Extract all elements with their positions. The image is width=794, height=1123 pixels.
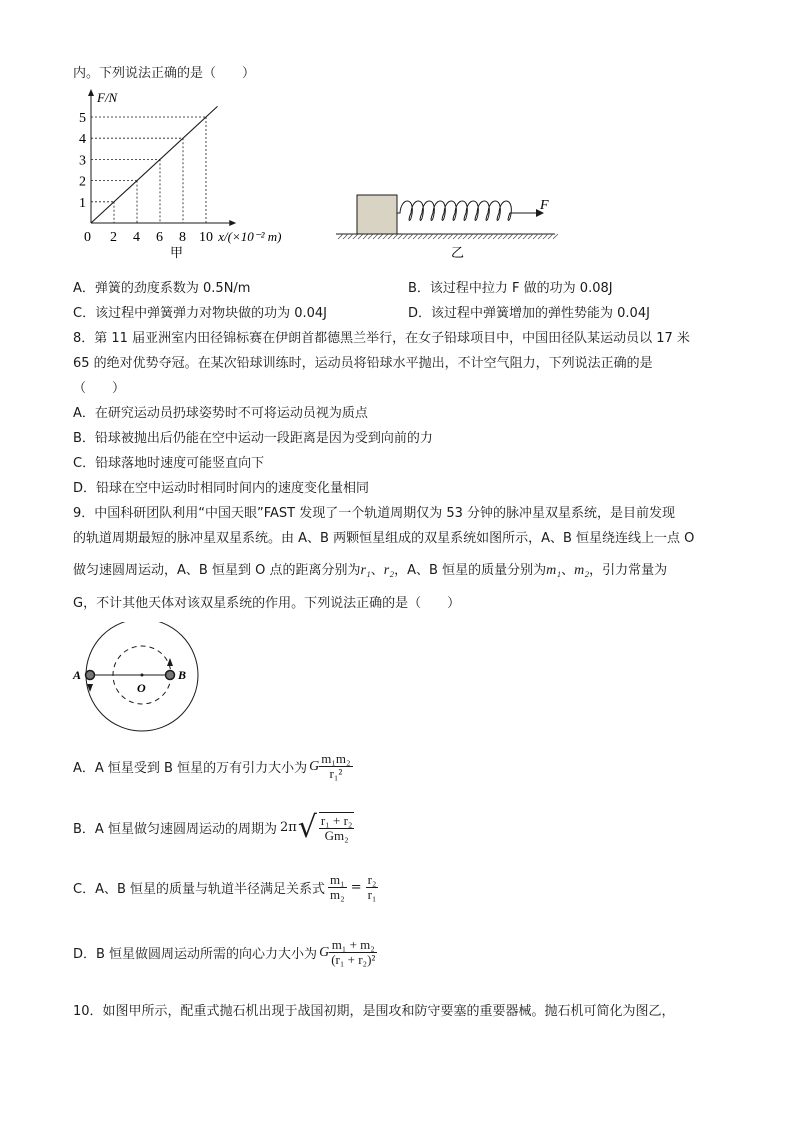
- hatch-line: [413, 234, 418, 239]
- hatch-line: [473, 234, 478, 239]
- q9-stem-line3-a: 做匀速圆周运动，A、B 恒星到 O 点的距离分别为: [73, 563, 361, 578]
- fraction-denominator: m₂: [330, 887, 345, 903]
- hatch-line: [343, 234, 348, 239]
- gravitational-constant: G: [309, 758, 320, 774]
- fraction-denominator: r₁: [367, 887, 377, 903]
- hatch-line: [478, 234, 483, 239]
- hatch-line: [358, 234, 363, 239]
- hatch-line: [533, 234, 538, 239]
- hatch-line: [463, 234, 468, 239]
- q9-option-a: [73, 752, 353, 782]
- label-a: A: [73, 668, 82, 682]
- hatch-line: [388, 234, 393, 239]
- hatch-line: [523, 234, 528, 239]
- hatch-line: [553, 234, 558, 239]
- hatch-line: [383, 234, 388, 239]
- y-axis-arrow: [88, 89, 94, 96]
- r1-symbol: r₁: [360, 563, 371, 578]
- q9-option-c-left-fraction: [328, 873, 347, 903]
- hatch-line: [348, 234, 353, 239]
- hatch-line: [423, 234, 428, 239]
- hatch-line: [458, 234, 463, 239]
- y-tick-label: 3: [79, 153, 86, 169]
- star-a: [86, 671, 95, 680]
- label-b: B: [178, 668, 187, 682]
- fraction-numerator: m₁ + m₂: [329, 938, 377, 953]
- y-axis-label: F/N: [97, 90, 118, 106]
- hatch-line: [378, 234, 383, 239]
- hatch-line: [518, 234, 523, 239]
- q7-option-c: C．该过程中弹簧弹力对物块做的功为 0.04J: [73, 306, 327, 321]
- q9-stem-line3: 做匀速圆周运动，A、B 恒星到 O 点的距离分别为r₁、r₂，A、B 恒星的质量分别为m₁、m₂，引力常量为: [73, 563, 668, 578]
- q9-option-a-text: A．A 恒星受到 B 恒星的万有引力大小为: [73, 761, 308, 777]
- hatch-line: [453, 234, 458, 239]
- q9-option-c-right-fraction: [366, 873, 379, 903]
- q9-option-a-fraction: [319, 752, 352, 782]
- hatch-line: [543, 234, 548, 239]
- q9-option-c: [73, 873, 378, 903]
- y-tick-label: 4: [79, 132, 86, 148]
- x-tick-label: 6: [156, 230, 163, 245]
- star-b-direction-arrow: [167, 658, 173, 666]
- hatch-line: [548, 234, 553, 239]
- q9-stem-line3-b: ，A、B 恒星的质量分别为: [394, 563, 547, 578]
- hatch-line: [493, 234, 498, 239]
- q7-force-displacement-graph: [70, 85, 310, 265]
- q8-stem-line1: 8．第 11 届亚洲室内田径锦标赛在伊朗首都德黑兰举行，在女子铅球项目中，中国田径队某运动员以 17 米: [73, 331, 690, 346]
- hatch-line: [433, 234, 438, 239]
- hatch-line: [538, 234, 543, 239]
- sqrt-radicand: [319, 812, 355, 844]
- q9-option-d: [73, 938, 377, 968]
- x-axis-label: x/(×10⁻² m): [218, 229, 282, 244]
- graph-caption: 甲: [170, 246, 184, 261]
- x-tick-label: 0: [84, 230, 91, 245]
- q9-stem-line2: 的轨道周期最短的脉冲星双星系统。由 A、B 两颗恒星组成的双星系统如图所示，A、B 恒星绕连线上一点 O: [73, 531, 695, 546]
- q9-option-d-text: D．B 恒星做圆周运动所需的向心力大小为: [73, 947, 318, 963]
- label-o: O: [137, 681, 146, 695]
- x-tick-label: 2: [110, 230, 117, 245]
- sqrt-sign: √: [297, 809, 317, 845]
- hatch-line: [508, 234, 513, 239]
- x-tick-label: 10: [199, 230, 213, 245]
- fraction-numerator: r₁ + r₂: [320, 813, 353, 828]
- ground-hatching: [338, 234, 558, 239]
- fraction-denominator: (r₁ + r₂)²: [331, 952, 376, 968]
- hatch-line: [503, 234, 508, 239]
- hatch-line: [408, 234, 413, 239]
- x-tick-label: 4: [133, 230, 140, 245]
- fraction-numerator: r₂: [367, 872, 377, 887]
- spring: [397, 201, 513, 221]
- q9-stem-line4: G，不计其他天体对该双星系统的作用。下列说法正确的是（ ）: [73, 596, 461, 611]
- x-tick-label: 8: [179, 230, 186, 245]
- q7-option-a: A．弹簧的劲度系数为 0.5N/m: [73, 281, 251, 296]
- q9-option-d-fraction: [329, 938, 377, 968]
- y-tick-label: 2: [79, 174, 86, 190]
- q9-stem-line1: 9．中国科研团队利用“中国天眼”FAST 发现了一个轨道周期仅为 53 分钟的脉冲星双星系统，是目前发现: [73, 506, 676, 521]
- hatch-line: [443, 234, 448, 239]
- r2-symbol: r₂: [383, 563, 395, 578]
- q9-option-b-text: B．A 恒星做匀速圆周运动的周期为: [73, 822, 277, 838]
- q9-option-c-text: C．A、B 恒星的质量与轨道半径满足关系式: [73, 882, 326, 898]
- fraction-numerator: m₁m₂: [321, 751, 351, 766]
- q7-stem-tail: 内。下列说法正确的是（ ）: [73, 66, 256, 81]
- y-tick-label: 1: [79, 195, 86, 211]
- hatch-line: [468, 234, 473, 239]
- fraction-denominator: r₁²: [329, 766, 343, 782]
- hatch-line: [373, 234, 378, 239]
- hatch-line: [418, 234, 423, 239]
- spring-coil-path: [397, 201, 513, 221]
- hatch-line: [488, 234, 493, 239]
- hatch-line: [438, 234, 443, 239]
- hatch-line: [368, 234, 373, 239]
- hatch-line: [353, 234, 358, 239]
- hatch-line: [498, 234, 503, 239]
- m1-symbol: m₁: [546, 563, 562, 578]
- center-o: [141, 674, 144, 677]
- q9-option-b: [73, 809, 354, 845]
- q7-option-b: B．该过程中拉力 F 做的功为 0.08J: [408, 281, 613, 296]
- q7-option-d: D．该过程中弹簧增加的弹性势能为 0.04J: [408, 306, 650, 321]
- fraction-numerator: m₁: [330, 872, 345, 887]
- q8-stem-line3: （ ）: [73, 381, 126, 396]
- q9-option-b-fraction: [319, 814, 355, 844]
- x-axis-arrow: [229, 220, 236, 226]
- hatch-line: [428, 234, 433, 239]
- hatch-line: [398, 234, 403, 239]
- equals-sign: =: [350, 880, 362, 896]
- spring-caption: 乙: [451, 246, 465, 261]
- hatch-line: [393, 234, 398, 239]
- hatch-line: [483, 234, 488, 239]
- q8-stem-line2: 65 的绝对优势夺冠。在某次铅球训练时，运动员将铅球水平抛出，不计空气阻力，下列说法正确的是: [73, 356, 653, 371]
- hatch-line: [403, 234, 408, 239]
- q9-binary-star-figure: [70, 622, 210, 734]
- m2-symbol: m₂: [574, 563, 590, 578]
- q7-spring-figure: [330, 185, 570, 265]
- two-pi: 2π: [279, 820, 297, 836]
- data-line: [91, 106, 218, 223]
- q10-stem-line1: 10．如图甲所示，配重式抛石机出现于战国初期，是围攻和防守要塞的重要器械。抛石机可简化为图乙，: [73, 1004, 675, 1019]
- q8-option-b: B．铅球被抛出后仍能在空中运动一段距离是因为受到向前的力: [73, 431, 433, 446]
- y-tick-label: 5: [79, 111, 86, 126]
- star-b: [166, 671, 175, 680]
- fraction-denominator: Gm₂: [324, 828, 349, 844]
- q9-stem-line3-c: ，引力常量为: [589, 563, 668, 578]
- hatch-line: [528, 234, 533, 239]
- hatch-line: [513, 234, 518, 239]
- hatch-line: [448, 234, 453, 239]
- q8-option-c: C．铅球落地时速度可能竖直向下: [73, 456, 265, 471]
- hatch-line: [338, 234, 343, 239]
- block: [357, 195, 397, 234]
- q8-option-d: D．铅球在空中运动时相同时间内的速度变化量相同: [73, 481, 370, 496]
- hatch-line: [363, 234, 368, 239]
- q8-option-a: A．在研究运动员扔球姿势时不可将运动员视为质点: [73, 406, 368, 421]
- gravitational-constant: G: [319, 944, 330, 960]
- force-label: F: [540, 198, 549, 213]
